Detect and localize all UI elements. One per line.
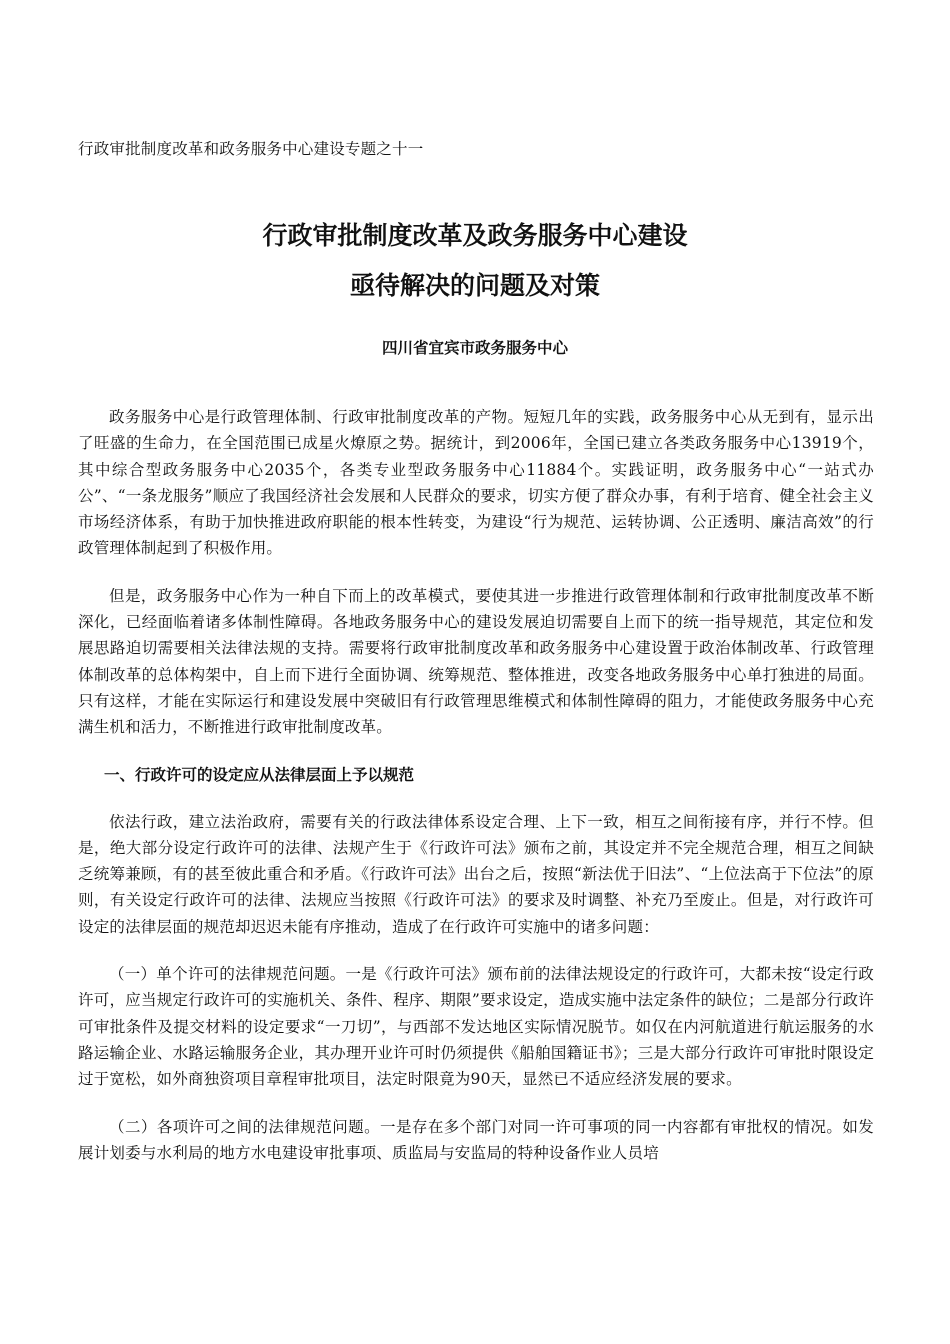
document-title-line-1: 行政审批制度改革及政务服务中心建设: [262, 221, 688, 250]
document-title-line-2: 亟待解决的问题及对策: [349, 271, 600, 300]
section1-paragraph-1: 依法行政，建立法治政府，需要有关的行政法律体系设定合理、上下一致，相互之间衔接有序，并行不悖。但是，绝大部分设定行政许可的法律、法规产生于《行政许可法》颁布之前，其设定并不完全规范合理，相互之间缺乏统筹兼顾，有的甚至彼此重合和矛盾。《行政许可法》出台之后，按照“新法优于旧法”、“上位法高于下位法”的原则，有关设定行政许可的法律、法规应当按照《行政许可法》的要求及时调整、补充乃至废止。但是，对行政许可设定的法律层面的规范却迟迟未能有序推动，造成了在行政许可实施中的诸多问题：: [78, 812, 874, 936]
section1-paragraph-2: （一）单个许可的法律规范问题。一是《行政许可法》颁布前的法律法规设定的行政许可，大都未按“设定行政许可，应当规定行政许可的实施机关、条件、程序、期限”要求设定，造成实施中法定条件的缺位；二是部分行政许可审批条件及提交材料的设定要求“一刀切”，与西部不发达地区实际情况脱节。如仅在内河航道进行航运服务的水路运输企业、水路运输服务企业，其办理开业许可时仍须提供《船舶国籍证书》；三是大部分行政许可审批时限设定过于宽松，如外商独资项目章程审批项目，法定时限竟为90天，显然已不适应经济发展的要求。: [78, 965, 874, 1089]
document-body: [78, 404, 874, 1187]
author-organization: 四川省宜宾市政务服务中心: [381, 339, 568, 357]
body-paragraph-1: 政务服务中心是行政管理体制、行政审批制度改革的产物。短短几年的实践，政务服务中心从无到有，显示出了旺盛的生命力，在全国范围已成星火燎原之势。据统计，到2006年，全国已建立各类政务服务中心13919个，其中综合型政务服务中心2035个，各类专业型政务服务中心11884个。实践证明，政务服务中心“一站式办公”、“一条龙服务”顺应了我国经济社会发展和人民群众的要求，切实方便了群众办事，有利于培育、健全社会主义市场经济体系，有助于加快推进政府职能的根本性转变，为建设“行为规范、运转协调、公正透明、廉洁高效”的行政管理体制起到了积极作用。: [78, 408, 874, 558]
series-label: 行政审批制度改革和政务服务中心建设专题之十一: [78, 140, 424, 158]
body-paragraph-2: 但是，政务服务中心作为一种自下而上的改革模式，要使其进一步推进行政管理体制和行政审批制度改革不断深化，已经面临着诸多体制性障碍。各地政务服务中心的建设发展迫切需要自上而下的统一指导规范，其定位和发展思路迫切需要相关法律法规的支持。需要将行政审批制度改革和政务服务中心建设置于政治体制改革、行政管理体制改革的总体构架中，自上而下进行全面协调、统筹规范、整体推进，改变各地政务服务中心单打独进的局面。只有这样，才能在实际运行和建设发展中突破旧有行政管理思维模式和体制性障碍的阻力，才能使政务服务中心充满生机和活力，不断推进行政审批制度改革。: [78, 586, 874, 737]
section1-paragraph-3: （二）各项许可之间的法律规范问题。一是存在多个部门对同一许可事项的同一内容都有审批权的情况。如发展计划委与水利局的地方水电建设审批事项、质监局与安监局的特种设备作业人员培: [78, 1117, 874, 1162]
section-heading-1: 一、行政许可的设定应从法律层面上予以规范: [104, 765, 415, 784]
